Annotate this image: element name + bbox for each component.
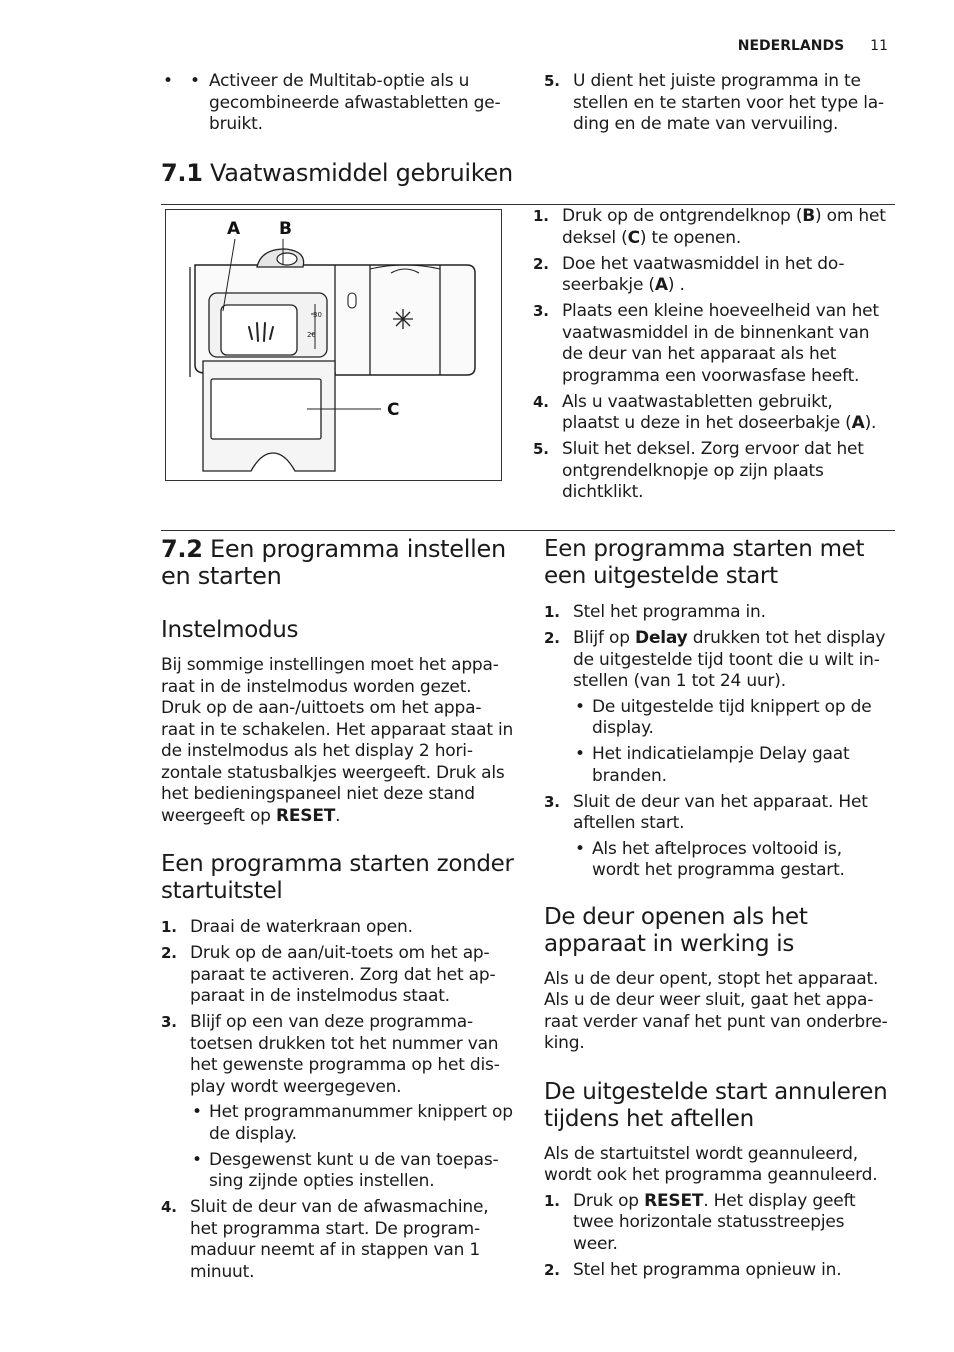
list-item: 2. Blijf op Delay drukken tot het display de uitgestelde tijd toont die u wilt in- stellen (van 1 tot 24 uur). • De uitgestelde tijd knippert op de display. • Het indicatielampje Delay gaat branden. <box>544 628 894 787</box>
list-item: 4. Als u vaatwastabletten gebruikt, plaatst u deze in het doseerbakje (A). <box>533 391 877 433</box>
section-7-1-heading: 7.1 Vaatwasmiddel gebruiken <box>161 159 513 187</box>
list-item: 2. Druk op de aan/uit-toets om het ap- paraat te activeren. Zorg dat het ap- paraat in de instelmodus staat. <box>161 943 496 1006</box>
section-bottom-divider <box>161 530 895 531</box>
section-7-2-heading: 7.2 Een programma instellen en starten <box>161 535 506 590</box>
page-number: 11 <box>870 38 888 54</box>
instelmodus-heading: Instelmodus <box>161 617 299 643</box>
list-item: 1. Druk op RESET. Het display geeft twee horizontale statusstreepjes weer. <box>544 1190 856 1254</box>
list-item: • • Activeer de Multitab-optie als u gecombineerde afwastabletten ge- bruikt. <box>161 71 516 136</box>
annuleren-steps <box>544 1191 894 1282</box>
met-steps <box>544 602 894 882</box>
zonder-steps <box>161 917 516 1283</box>
scale-label-20: 20 <box>307 331 316 339</box>
list-item: • Als het aftelproces voltooid is, wordt het programma gestart. <box>573 839 894 882</box>
annuleren-text: Als de startuitstel wordt geannuleerd, wordt ook het programma geannuleerd. <box>544 1143 878 1185</box>
section-7-1-steps <box>533 206 893 508</box>
instelmodus-text: Bij sommige instellingen moet het appa- raat in de instelmodus worden gezet. Druk op de aan-/uittoets om het appa- raat in te schakelen. Het apparaat staat in de instelmodus als het display 2 hori- zontale statusbalkjes weergeeft. Druk als het bedieningspaneel niet deze stand weergeeft op RESET. <box>161 655 514 826</box>
top-left-bullet-block <box>161 71 516 140</box>
deur-openen-heading: De deur openen als het apparaat in werking is <box>544 903 808 957</box>
list-item: 5. U dient het juiste programma in te stellen en te starten voor het type la- ding en de mate van vervuiling. <box>544 71 884 134</box>
annuleren-heading: De uitgestelde start annuleren tijdens het aftellen <box>544 1078 888 1132</box>
list-item: 1. Draai de waterkraan open. <box>161 917 413 937</box>
zonder-startuitstel-heading: Een programma starten zonder startuitstel <box>161 851 514 904</box>
scale-label-30: 30 <box>313 311 322 319</box>
detergent-dispenser-figure <box>165 209 502 481</box>
list-item: • Het indicatielampje Delay gaat branden. <box>573 744 894 787</box>
deur-openen-text: Als u de deur opent, stopt het apparaat. Als u de deur weer sluit, gaat het appa- raat verder vanaf het punt van onderbre- king. <box>544 968 888 1053</box>
list-item: 5. Sluit het deksel. Zorg ervoor dat het ontgrendelknopje op zijn plaats dichtklikt. <box>533 439 864 502</box>
sparkle-icon <box>393 309 413 329</box>
list-item: 4. Sluit de deur van de afwasmachine, het programma start. De program- maduur neemt af in stappen van 1 minuut. <box>161 1197 489 1282</box>
right-column <box>544 536 894 1286</box>
list-item: • Het programmanummer knippert op de display. <box>190 1102 516 1145</box>
met-uitgestelde-start-heading: Een programma starten met een uitgestelde start <box>544 536 865 589</box>
language-label: NEDERLANDS <box>737 38 845 54</box>
list-item: 3. Sluit de deur van het apparaat. Het aftellen start. • Als het aftelproces voltooid is, wordt het programma gestart. <box>544 792 894 882</box>
list-item: 3. Plaats een kleine hoeveelheid van het vaatwasmiddel in de binnenkant van de deur van het apparaat als het programma een voorwasfase heeft. <box>533 301 879 386</box>
list-item: 3. Blijf op een van deze programma- toetsen drukken tot het nummer van het gewenste programma op het dis- play wordt weergegeven. • Het programmanummer knippert op de display. • Desgewenst kunt u de van toepas- sing zijnde opties instellen. <box>161 1012 516 1193</box>
list-item: 1. Druk op de ontgrendelknop (B) om het deksel (C) te openen. <box>533 206 886 248</box>
label-c: C <box>387 400 400 420</box>
list-item: 2. Doe het vaatwasmiddel in het do- seerbakje (A) . <box>533 253 845 295</box>
list-item: 2. Stel het programma opnieuw in. <box>544 1259 842 1280</box>
label-b: B <box>279 219 292 239</box>
list-item: • Desgewenst kunt u de van toepas- sing zijnde opties instellen. <box>190 1150 516 1193</box>
top-right-step <box>544 71 894 140</box>
list-item: 1. Stel het programma in. <box>544 602 766 622</box>
left-column <box>161 536 516 1288</box>
list-item: • De uitgestelde tijd knippert op de display. <box>573 697 894 740</box>
label-a: A <box>227 219 241 239</box>
section-top-divider <box>161 204 895 205</box>
page-header <box>738 38 888 54</box>
